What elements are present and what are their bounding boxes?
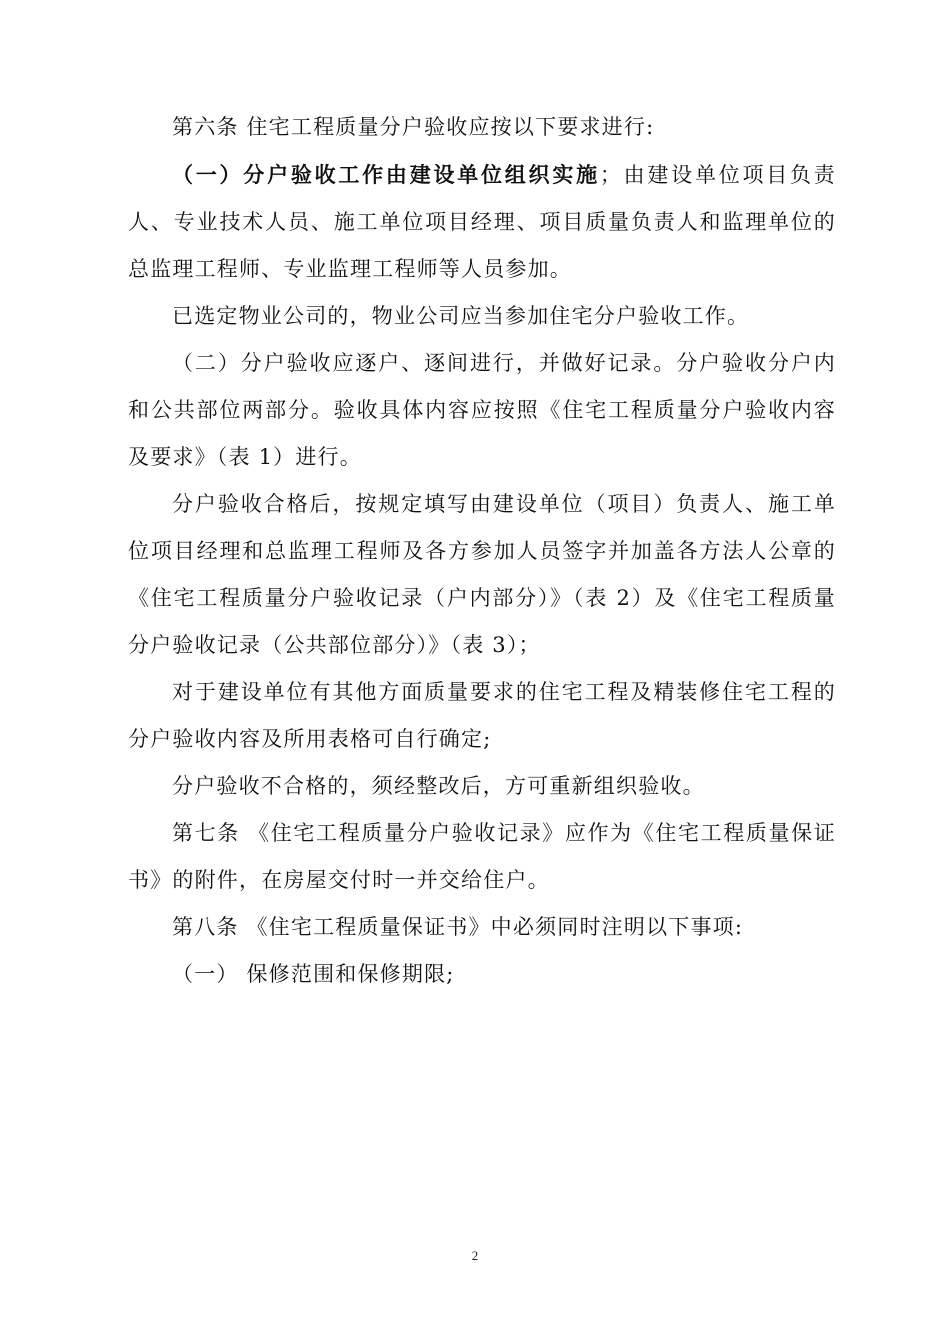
article-6-item-1-bold: （一）分户验收工作由建设单位组织实施 (172, 162, 600, 187)
article-7 (128, 810, 836, 904)
article-7-text: 第七条 《住宅工程质量分户验收记录》应作为《住宅工程质量保证书》的附件，在房屋交付时一并交给住户。 (128, 821, 836, 892)
article-6-item-2-records (128, 481, 836, 669)
article-6-item-1 (128, 151, 836, 293)
article-8 (128, 904, 836, 951)
document-body (128, 104, 836, 998)
article-6-item-1-note (128, 293, 836, 340)
article-8-item-1-text: （一） 保修范围和保修期限; (172, 962, 455, 986)
article-6-item-2-fail-text: 分户验收不合格的，须经整改后，方可重新组织验收。 (172, 774, 705, 798)
article-6-item-2-custom-text: 对于建设单位有其他方面质量要求的住宅工程及精装修住宅工程的分户验收内容及所用表格可自行确定; (128, 680, 836, 751)
article-6-item-2-custom (128, 669, 836, 763)
article-6 (128, 104, 836, 151)
article-6-item-1-text: ；由建设单位项目负责人、专业技术人员、施工单位项目经理、项目质量负责人和监理单位的总监理工程师、专业监理工程师等人员参加。 (128, 163, 836, 281)
article-6-item-1-note-text: 已选定物业公司的，物业公司应当参加住宅分户验收工作。 (172, 304, 750, 328)
article-8-item-1 (128, 951, 836, 998)
article-6-item-2-text: （二）分户验收应逐户、逐间进行，并做好记录。分户验收分户内和公共部位两部分。验收具体内容应按照《住宅工程质量分户验收内容及要求》（表 1）进行。 (128, 351, 836, 469)
article-6-text: 第六条 住宅工程质量分户验收应按以下要求进行: (172, 115, 655, 139)
page-number: 2 (471, 1248, 479, 1263)
article-6-item-2-records-text: 分户验收合格后，按规定填写由建设单位（项目）负责人、施工单位项目经理和总监理工程师及各方参加人员签字并加盖各方法人公章的《住宅工程质量分户验收记录（户内部分）》（表 2）及《住宅工程质量分户验收记录（公共部位部分）》（表 3）； (128, 492, 836, 657)
article-6-item-2-fail (128, 763, 836, 810)
article-6-item-2 (128, 340, 836, 481)
article-8-text: 第八条 《住宅工程质量保证书》中必须同时注明以下事项: (172, 915, 744, 939)
